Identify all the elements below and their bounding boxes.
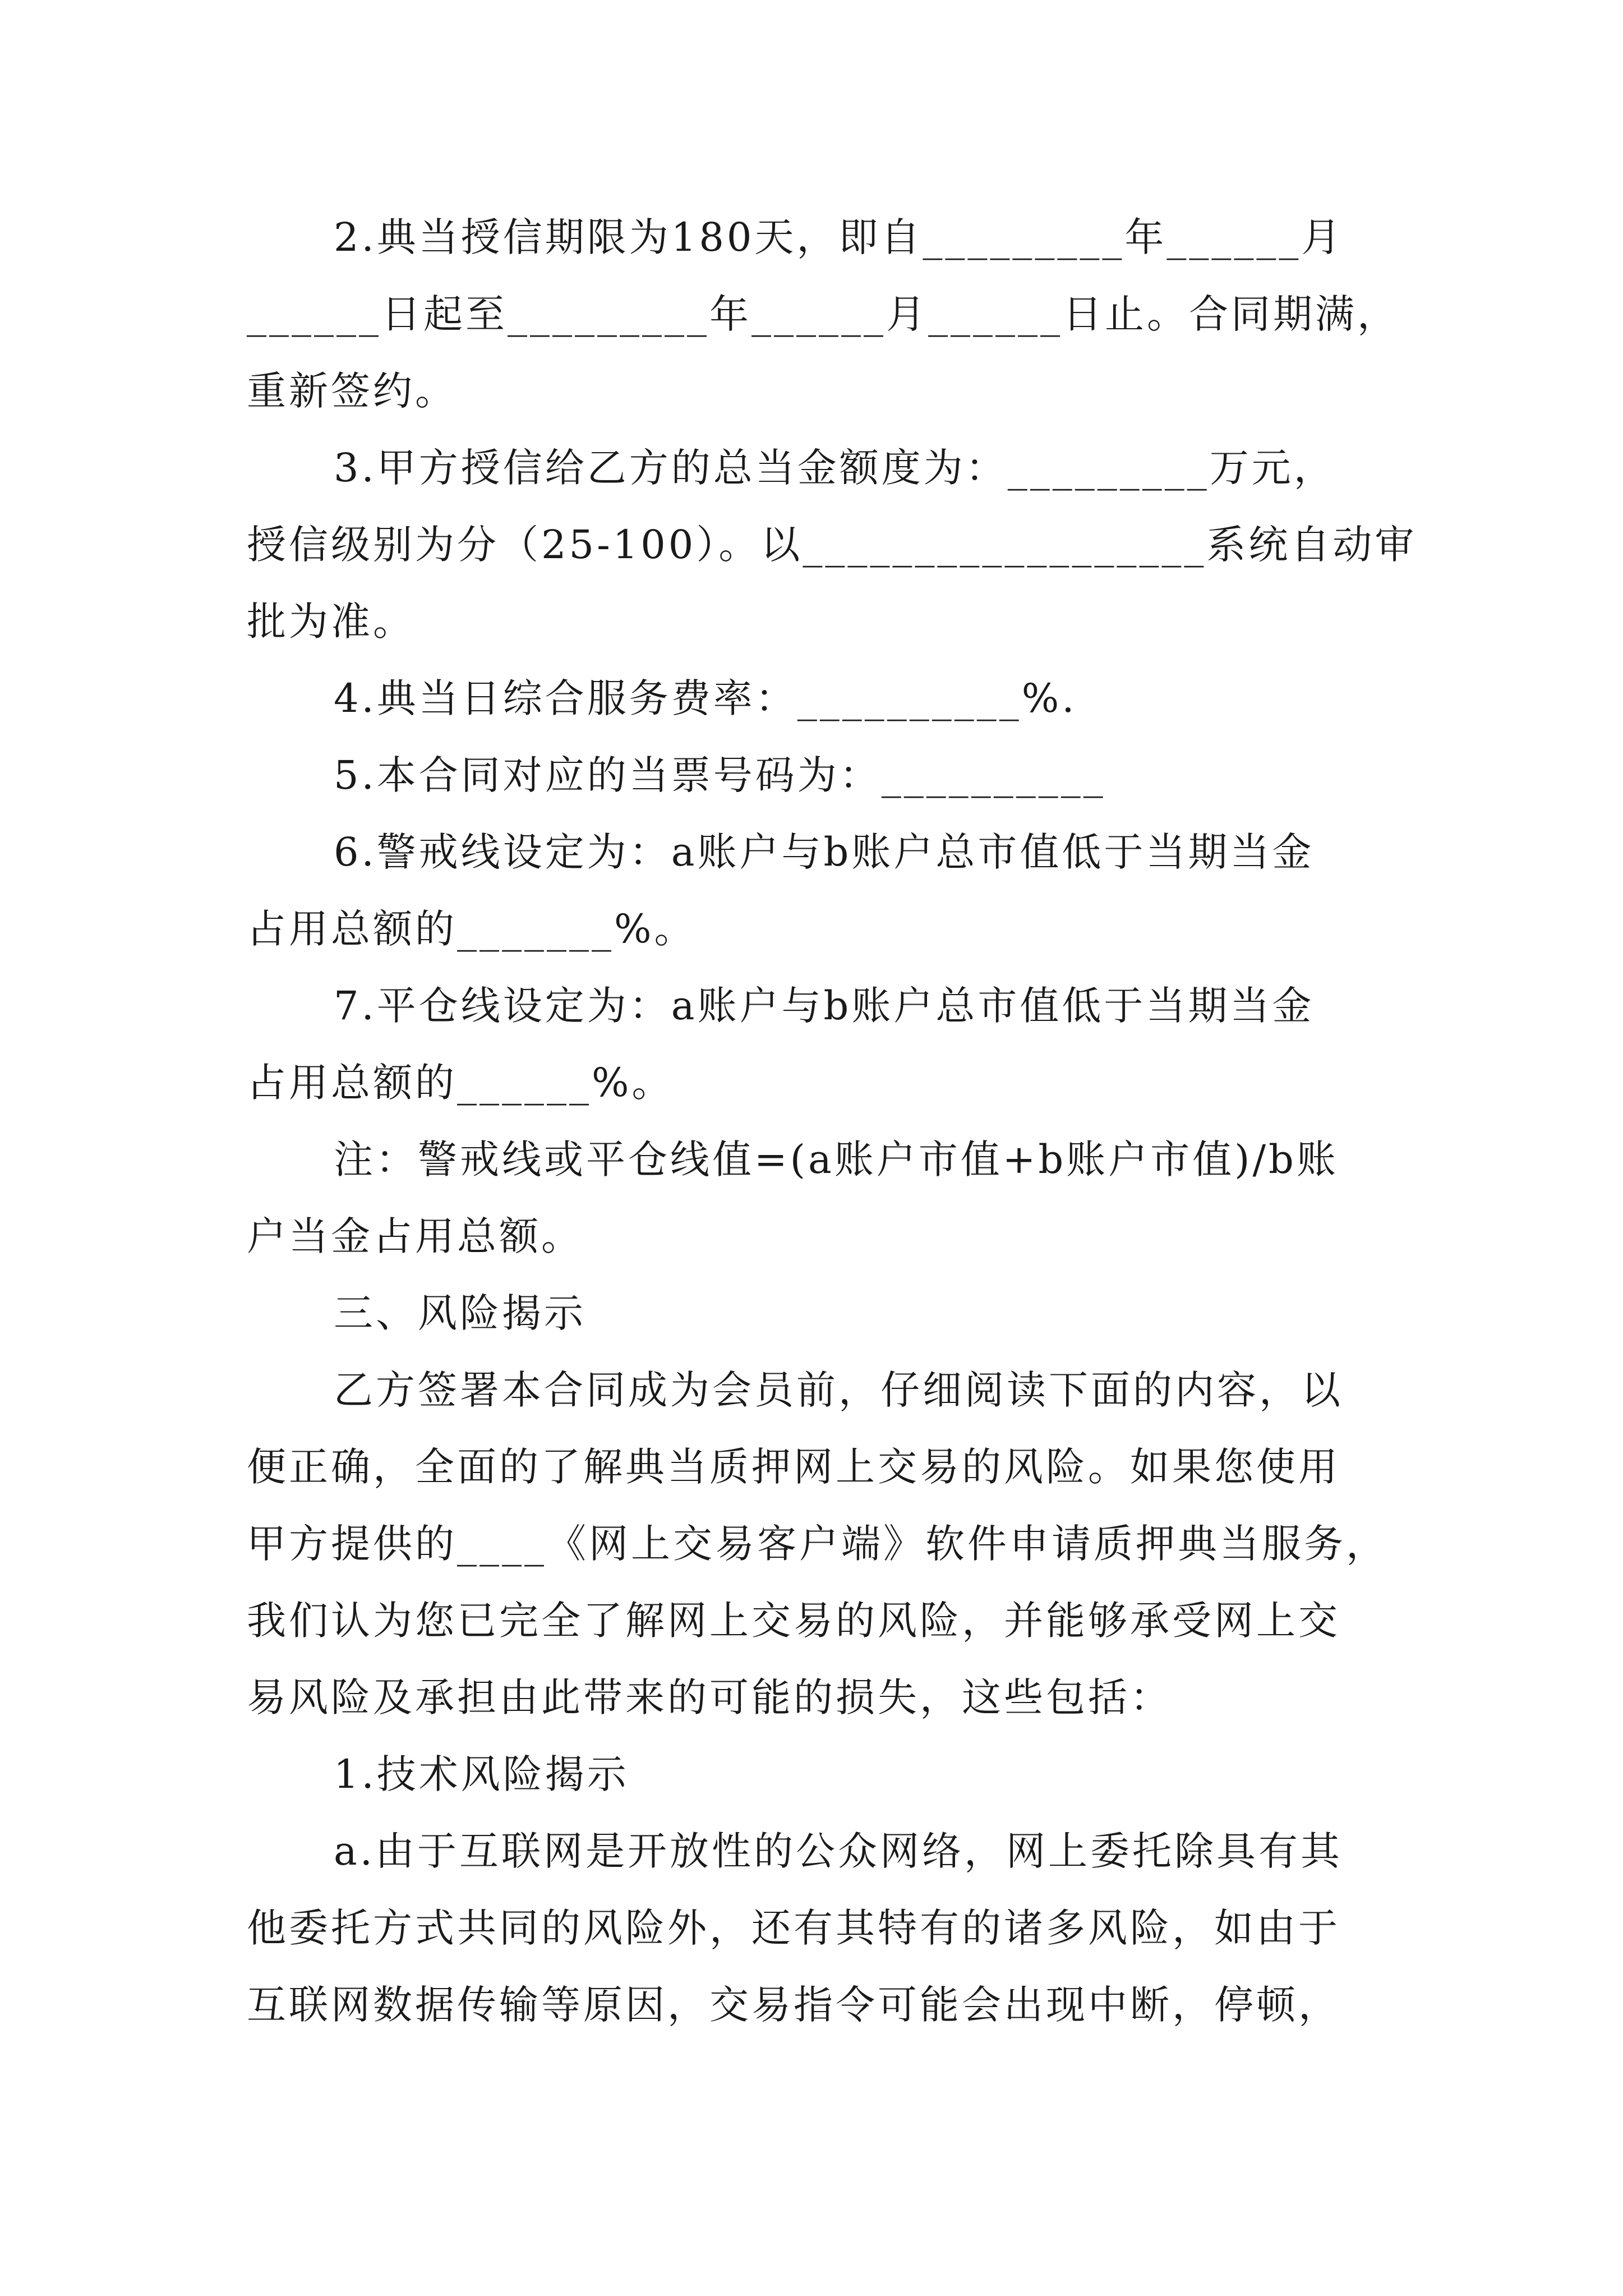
clause-2-line-2: ______日起至_________年______月______日止。合同期满，: [247, 291, 1399, 337]
note-line-1: 注：警戒线或平仓线值=(a账户市值+b账户市值)/b账: [334, 1137, 1339, 1182]
risk-paragraph-line-3: 甲方提供的____《网上交易客户端》软件申请质押典当服务，: [247, 1521, 1388, 1567]
clause-5: 5.本合同对应的当票号码为：__________: [334, 752, 1106, 798]
risk-paragraph-line-1: 乙方签署本合同成为会员前，仔细阅读下面的内容，以: [334, 1367, 1343, 1413]
clause-4: 4.典当日综合服务费率：__________%.: [334, 675, 1077, 721]
clause-7-line-2: 占用总额的______%。: [247, 1060, 674, 1106]
clause-2-line-1: 2.典当授信期限为180天，即自_________年______月: [334, 214, 1344, 260]
clause-3-line-2: 授信级别为分（25-100）。以__________________系统自动审: [247, 522, 1417, 568]
risk-paragraph-line-5: 易风险及承担由此带来的可能的损失，这些包括：: [247, 1674, 1172, 1720]
clause-2-line-3: 重新签约。: [247, 368, 457, 414]
risk-paragraph-line-4: 我们认为您已完全了解网上交易的风险，并能够承受网上交: [247, 1598, 1340, 1644]
contract-text: [247, 199, 1417, 2044]
clause-3-line-1: 3.甲方授信给乙方的总当金额度为：_________万元，: [334, 445, 1336, 491]
clause-7-line-1: 7.平仓线设定为：a账户与b账户总市值低于当期当金: [334, 983, 1315, 1029]
clause-3-line-3: 批为准。: [247, 599, 415, 645]
technical-risk-line-1: a.由于互联网是开放性的公众网络，网上委托除具有其: [334, 1828, 1343, 1874]
subheading-technical-risk: 1.技术风险揭示: [334, 1751, 629, 1797]
risk-paragraph-line-2: 便正确，全面的了解典当质押网上交易的风险。如果您使用: [247, 1444, 1340, 1490]
note-line-2: 户当金占用总额。: [247, 1213, 583, 1259]
section-heading-risk: 三、风险揭示: [334, 1290, 586, 1336]
technical-risk-line-2: 他委托方式共同的风险外，还有其特有的诸多风险，如由于: [247, 1905, 1340, 1951]
technical-risk-line-3: 互联网数据传输等原因，交易指令可能会出现中断，停顿，: [247, 1982, 1340, 2028]
clause-6-line-2: 占用总额的_______%。: [247, 906, 697, 952]
clause-6-line-1: 6.警戒线设定为：a账户与b账户总市值低于当期当金: [334, 829, 1315, 875]
